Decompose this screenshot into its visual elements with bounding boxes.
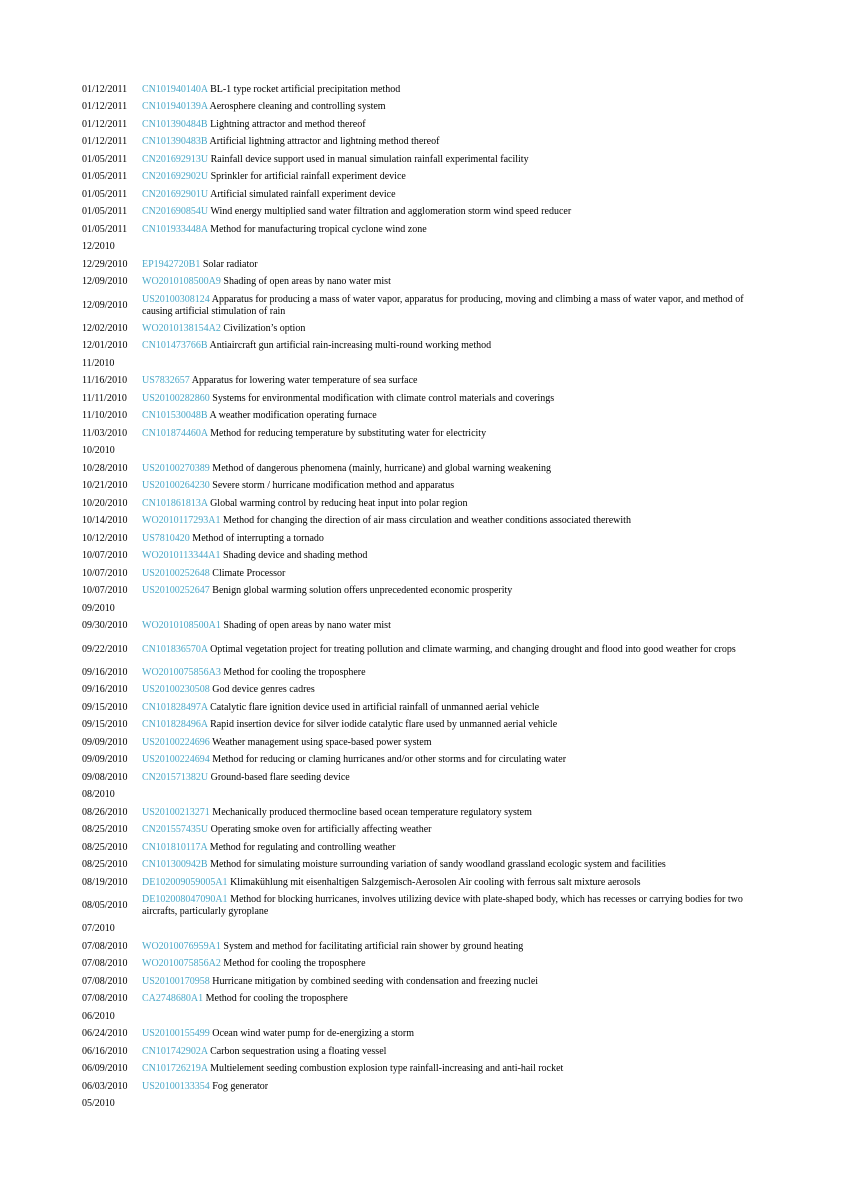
entry-body: [142, 719, 772, 731]
publication-date: 01/05/2011: [82, 153, 128, 165]
month-heading: 05/2010: [82, 1098, 115, 1110]
patent-entry: [82, 338, 772, 356]
patent-title: God device genres cadres: [212, 684, 315, 696]
entry-body: [142, 393, 772, 405]
publication-date: 12/29/2010: [82, 258, 128, 270]
publication-date: 10/07/2010: [82, 585, 128, 597]
patent-id-link[interactable]: WO2010075856A3: [142, 666, 221, 678]
publication-date: 10/21/2010: [82, 480, 128, 492]
patent-title: Shading of open areas by nano water mist: [223, 620, 391, 632]
patent-id-link[interactable]: US20100224694: [142, 754, 210, 766]
entry-body: [142, 136, 772, 148]
entry-body: [142, 1063, 772, 1075]
entry-body: [142, 877, 772, 889]
patent-title: Method for simulating moisture surrounding variation of sandy woodland grassland ecologic system and facilities: [210, 859, 666, 871]
patent-entry: [82, 460, 772, 478]
entry-body: [142, 189, 772, 201]
patent-id-link[interactable]: CN101828496A: [142, 719, 208, 731]
patent-title: Mechanically produced thermocline based ocean temperature regulatory system: [212, 806, 532, 818]
patent-entry: [82, 938, 772, 956]
patent-title: Fog generator: [212, 1080, 269, 1092]
patent-entry: [82, 151, 772, 169]
entry-body: [142, 824, 772, 836]
publication-date: 01/12/2011: [82, 118, 128, 130]
entry-body: [142, 1028, 772, 1040]
publication-date: 10/20/2010: [82, 497, 128, 509]
patent-id-link[interactable]: WO2010117293A1: [142, 515, 221, 527]
patent-entry: [82, 256, 772, 274]
patent-title: Klimakühlung mit eisenhaltigen Salzgemisch-Aerosolen Air cooling with ferrous salt mixture aerosols: [230, 876, 641, 888]
entry-body: [142, 101, 772, 113]
patent-title: Artificial simulated rainfall experiment device: [210, 188, 396, 200]
patent-title: Apparatus for producing a mass of water vapor, apparatus for producing, moving and climbing a mass of water vapor, and method of causing artificial stimulation of rain: [142, 293, 744, 317]
patent-entry: [82, 635, 772, 664]
month-heading: 09/2010: [82, 602, 115, 614]
patent-id-link[interactable]: DE102009059005A1: [142, 876, 228, 888]
patent-id-link[interactable]: CN101810117A: [142, 841, 208, 853]
patent-entry: [82, 169, 772, 187]
patent-entry: [82, 874, 772, 892]
publication-date: 06/09/2010: [82, 1063, 128, 1075]
patent-id-link[interactable]: CA2748680A1: [142, 993, 204, 1005]
patent-id-link[interactable]: EP1942720B1: [142, 258, 201, 270]
patent-title: Artificial lightning attractor and lightning method thereof: [209, 136, 440, 148]
patent-title: BL-1 type rocket artificial precipitation method: [210, 83, 401, 95]
patent-id-link[interactable]: US20100264230: [142, 480, 210, 492]
entry-body: [142, 323, 772, 335]
patent-title: Carbon sequestration using a floating vessel: [210, 1045, 387, 1057]
publication-date: 07/08/2010: [82, 975, 128, 987]
patent-title: Civilization’s option: [223, 322, 306, 334]
publication-date: 09/30/2010: [82, 620, 128, 632]
patent-id-link[interactable]: CN101300942B: [142, 859, 208, 871]
publication-date: 01/12/2011: [82, 83, 128, 95]
patent-title: Ocean wind water pump for de-energizing a storm: [212, 1028, 414, 1040]
patent-title: Apparatus for lowering water temperature of sea surface: [191, 375, 418, 387]
publication-date: 01/12/2011: [82, 136, 128, 148]
patent-title: Method for reducing temperature by substituting water for electricity: [210, 427, 487, 439]
entry-body: [142, 568, 772, 580]
patent-entry: [82, 495, 772, 513]
publication-date: 01/05/2011: [82, 188, 128, 200]
patent-entry: [82, 478, 772, 496]
patent-entry: [82, 99, 772, 117]
month-heading: 07/2010: [82, 923, 115, 935]
patent-entry: [82, 548, 772, 566]
patent-id-link[interactable]: US20100308124: [142, 293, 210, 305]
entry-body: [142, 859, 772, 871]
entry-body: [142, 259, 772, 271]
publication-date: 10/12/2010: [82, 532, 128, 544]
publication-date: 08/25/2010: [82, 841, 128, 853]
publication-date: 10/14/2010: [82, 515, 128, 527]
patent-id-link[interactable]: CN101742902A: [142, 1045, 208, 1057]
patent-id-link[interactable]: US20100270389: [142, 462, 210, 474]
publication-date: 09/09/2010: [82, 754, 128, 766]
patent-entry: [82, 664, 772, 682]
publication-date: 06/16/2010: [82, 1045, 128, 1057]
patent-entry: [82, 752, 772, 770]
publication-date: 09/09/2010: [82, 736, 128, 748]
entry-body: [142, 754, 772, 766]
patent-entry: [82, 134, 772, 152]
patent-title: Rainfall device support used in manual simulation rainfall experimental facility: [210, 153, 529, 165]
publication-date: 12/01/2010: [82, 340, 128, 352]
patent-id-link[interactable]: CN101940140A: [142, 83, 208, 95]
patent-entry: [82, 1026, 772, 1044]
entry-body: [142, 480, 772, 492]
entry-body: [142, 894, 772, 918]
patent-entry: [82, 734, 772, 752]
patent-entry: [82, 717, 772, 735]
entry-body: [142, 428, 772, 440]
publication-date: 07/08/2010: [82, 993, 128, 1005]
publication-date: 09/16/2010: [82, 666, 128, 678]
patent-title: Benign global warming solution offers unprecedented economic prosperity: [212, 585, 513, 597]
patent-id-link[interactable]: CN101836570A: [142, 643, 208, 655]
patent-title: Weather management using space-based power system: [212, 736, 432, 748]
month-heading: 12/2010: [82, 241, 115, 253]
patent-entry: [82, 956, 772, 974]
entry-body: [142, 154, 772, 166]
patent-id-link[interactable]: CN201692913U: [142, 153, 209, 165]
publication-date: 10/28/2010: [82, 462, 128, 474]
entry-body: [142, 644, 772, 656]
patent-title: Aerosphere cleaning and controlling system: [209, 101, 386, 113]
entry-body: [142, 375, 772, 387]
patent-id-link[interactable]: WO2010113344A1: [142, 550, 221, 562]
patent-id-link[interactable]: CN101473766B: [142, 340, 208, 352]
patent-entry: [82, 892, 772, 921]
patent-id-link[interactable]: CN101390483B: [142, 136, 208, 148]
publication-date: 08/05/2010: [82, 900, 128, 911]
patent-entry: [82, 425, 772, 443]
publication-date: 11/03/2010: [82, 427, 128, 439]
patent-id-link[interactable]: US20100133354: [142, 1080, 210, 1092]
patent-id-link[interactable]: CN101874460A: [142, 427, 208, 439]
patent-id-link[interactable]: US7810420: [142, 532, 190, 544]
entry-body: [142, 294, 772, 318]
patent-title: Sprinkler for artificial rainfall experiment device: [210, 171, 406, 183]
entry-body: [142, 585, 772, 597]
patent-entry: [82, 408, 772, 426]
publication-date: 01/05/2011: [82, 171, 128, 183]
patent-title: Shading of open areas by nano water mist: [223, 276, 391, 288]
patent-entry: [82, 81, 772, 99]
patent-id-link[interactable]: US7832657: [142, 375, 190, 387]
patent-title: Climate Processor: [212, 567, 286, 579]
entry-body: [142, 737, 772, 749]
patent-id-link[interactable]: US20100252648: [142, 567, 210, 579]
patent-title: Global warming control by reducing heat input into polar region: [210, 497, 468, 509]
entry-body: [142, 340, 772, 352]
publication-date: 09/22/2010: [82, 643, 128, 655]
patent-entry: [82, 274, 772, 292]
publication-date: 12/09/2010: [82, 299, 128, 311]
entry-body: [142, 620, 772, 632]
patent-title: Solar radiator: [202, 258, 258, 270]
patent-title: Method for manufacturing tropical cyclone wind zone: [210, 223, 427, 235]
patent-entry: [82, 221, 772, 239]
patent-entry: [82, 699, 772, 717]
entry-body: [142, 1046, 772, 1058]
patent-id-link[interactable]: US20100155499: [142, 1028, 210, 1040]
patent-id-link[interactable]: US20100252647: [142, 585, 210, 597]
entry-body: [142, 772, 772, 784]
patent-entry: [82, 991, 772, 1009]
publication-date: 07/08/2010: [82, 940, 128, 952]
patent-id-link[interactable]: WO2010075856A2: [142, 958, 221, 970]
patent-entry: [82, 857, 772, 875]
publication-date: 11/11/2010: [82, 392, 127, 404]
publication-date: 08/26/2010: [82, 806, 128, 818]
entry-body: [142, 171, 772, 183]
patent-title: Method for cooling the troposphere: [223, 666, 366, 678]
patent-id-link[interactable]: CN101933448A: [142, 223, 208, 235]
entry-body: [142, 993, 772, 1005]
patent-id-link[interactable]: US20100170958: [142, 975, 210, 987]
patent-title: Method of interrupting a tornado: [192, 532, 324, 544]
patent-entry: [82, 320, 772, 338]
publication-date: 06/24/2010: [82, 1028, 128, 1040]
patent-entry: [82, 839, 772, 857]
publication-date: 12/09/2010: [82, 276, 128, 288]
entry-body: [142, 702, 772, 714]
patent-title: Method for cooling the troposphere: [223, 958, 366, 970]
patent-title: Rapid insertion device for silver iodide catalytic flare used by unmanned aerial vehicle: [210, 719, 558, 731]
patent-entry: [82, 804, 772, 822]
publication-date: 06/03/2010: [82, 1080, 128, 1092]
entry-body: [142, 119, 772, 131]
publication-date: 08/25/2010: [82, 859, 128, 871]
patent-id-link[interactable]: CN101940139A: [142, 101, 208, 113]
month-heading: 10/2010: [82, 445, 115, 457]
patent-title: Method for reducing or claming hurricanes and/or other storms and for circulating water: [212, 754, 567, 766]
patent-id-link[interactable]: US20100282860: [142, 392, 210, 404]
patent-entry: [82, 565, 772, 583]
patent-id-link[interactable]: US20100213271: [142, 806, 210, 818]
patent-id-link[interactable]: WO2010076959A1: [142, 940, 221, 952]
publication-date: 11/10/2010: [82, 410, 128, 422]
patent-title: Catalytic flare ignition device used in artificial rainfall of unmanned aerial vehicle: [210, 701, 540, 713]
patent-entry: [82, 769, 772, 787]
patent-id-link[interactable]: CN201692901U: [142, 188, 209, 200]
patent-entry: [82, 186, 772, 204]
entry-body: [142, 976, 772, 988]
patent-entry: [82, 530, 772, 548]
patent-entry: [82, 390, 772, 408]
patent-title: Operating smoke oven for artificially affecting weather: [210, 824, 432, 836]
publication-date: 09/15/2010: [82, 701, 128, 713]
patent-entry: [82, 1061, 772, 1079]
patent-title: Method of dangerous phenomena (mainly, hurricane) and global warning weakening: [212, 462, 551, 474]
patent-title: Multielement seeding combustion explosion type rainfall-increasing and anti-hail rocket: [210, 1063, 564, 1075]
patent-id-link[interactable]: CN201571382U: [142, 771, 209, 783]
entry-body: [142, 410, 772, 422]
entry-body: [142, 515, 772, 527]
patent-entry: [82, 291, 772, 320]
patent-id-link[interactable]: WO2010108500A1: [142, 620, 221, 632]
patent-title: Shading device and shading method: [223, 550, 368, 562]
patent-title: Hurricane mitigation by combined seeding with condensation and freezing nuclei: [212, 975, 539, 987]
patent-entry: [82, 1078, 772, 1096]
patent-title: Optimal vegetation project for treating pollution and climate warming, and changing drought and flood into good weather for crops: [210, 643, 736, 655]
patent-title: Wind energy multiplied sand water filtration and agglomeration storm wind speed reducer: [210, 206, 572, 218]
entry-body: [142, 958, 772, 970]
patent-title: Severe storm / hurricane modification method and apparatus: [212, 480, 455, 492]
publication-date: 09/16/2010: [82, 684, 128, 696]
publication-date: 09/15/2010: [82, 719, 128, 731]
publication-date: 08/19/2010: [82, 876, 128, 888]
patent-id-link[interactable]: CN201557435U: [142, 824, 209, 836]
entry-body: [142, 463, 772, 475]
patent-id-link[interactable]: CN101530048B: [142, 410, 208, 422]
patent-title: Ground-based flare seeding device: [210, 771, 350, 783]
publication-date: 01/05/2011: [82, 223, 128, 235]
patent-id-link[interactable]: CN201690854U: [142, 206, 209, 218]
entry-body: [142, 550, 772, 562]
publication-date: 07/08/2010: [82, 958, 128, 970]
month-heading: 11/2010: [82, 357, 115, 369]
patent-title: A weather modification operating furnace: [209, 410, 377, 422]
entry-body: [142, 276, 772, 288]
publication-date: 10/07/2010: [82, 550, 128, 562]
patent-id-link[interactable]: CN101828497A: [142, 701, 208, 713]
patent-title: Method for cooling the troposphere: [205, 993, 348, 1005]
patent-id-link[interactable]: CN101861813A: [142, 497, 208, 509]
entry-body: [142, 667, 772, 679]
entry-body: [142, 84, 772, 96]
entry-body: [142, 842, 772, 854]
patent-id-link[interactable]: US20100224696: [142, 736, 210, 748]
patent-list: [82, 81, 772, 1113]
entry-body: [142, 533, 772, 545]
patent-title: Systems for environmental modification with climate control materials and coverings: [212, 392, 555, 404]
publication-date: 09/08/2010: [82, 771, 128, 783]
patent-title: Lightning attractor and method thereof: [210, 118, 366, 130]
patent-id-link[interactable]: CN201692902U: [142, 171, 209, 183]
publication-date: 01/05/2011: [82, 206, 128, 218]
entry-body: [142, 807, 772, 819]
patent-title: Antiaircraft gun artificial rain-increasing multi-round working method: [209, 340, 492, 352]
entry-body: [142, 206, 772, 218]
month-heading: 06/2010: [82, 1010, 115, 1022]
publication-date: 08/25/2010: [82, 824, 128, 836]
patent-entry: [82, 1043, 772, 1061]
month-heading: 08/2010: [82, 789, 115, 801]
patent-entry: [82, 116, 772, 134]
publication-date: 10/07/2010: [82, 567, 128, 579]
entry-body: [142, 498, 772, 510]
patent-id-link[interactable]: WO2010138154A2: [142, 322, 221, 334]
patent-entry: [82, 973, 772, 991]
publication-date: 11/16/2010: [82, 375, 128, 387]
patent-entry: [82, 822, 772, 840]
entry-body: [142, 941, 772, 953]
entry-body: [142, 224, 772, 236]
patent-entry: [82, 682, 772, 700]
patent-entry: [82, 373, 772, 391]
patent-id-link[interactable]: DE102008047090A1: [142, 894, 228, 905]
publication-date: 12/02/2010: [82, 322, 128, 334]
patent-id-link[interactable]: CN101726219A: [142, 1063, 208, 1075]
patent-entry: [82, 618, 772, 636]
patent-entry: [82, 513, 772, 531]
publication-date: 01/12/2011: [82, 101, 128, 113]
patent-entry: [82, 204, 772, 222]
patent-title: Method for changing the direction of air mass circulation and weather conditions associated therewith: [223, 515, 631, 527]
entry-body: [142, 684, 772, 696]
patent-title: Method for blocking hurricanes, involves utilizing device with plate-shaped body, which has recesses or carrying bodies for two aircrafts, particularly gyroplane: [142, 894, 743, 917]
patent-id-link[interactable]: CN101390484B: [142, 118, 208, 130]
patent-id-link[interactable]: WO2010108500A9: [142, 276, 221, 288]
patent-title: Method for regulating and controlling weather: [209, 841, 396, 853]
entry-body: [142, 1081, 772, 1093]
patent-title: System and method for facilitating artificial rain shower by ground heating: [223, 940, 524, 952]
patent-id-link[interactable]: US20100230508: [142, 684, 210, 696]
patent-entry: [82, 583, 772, 601]
